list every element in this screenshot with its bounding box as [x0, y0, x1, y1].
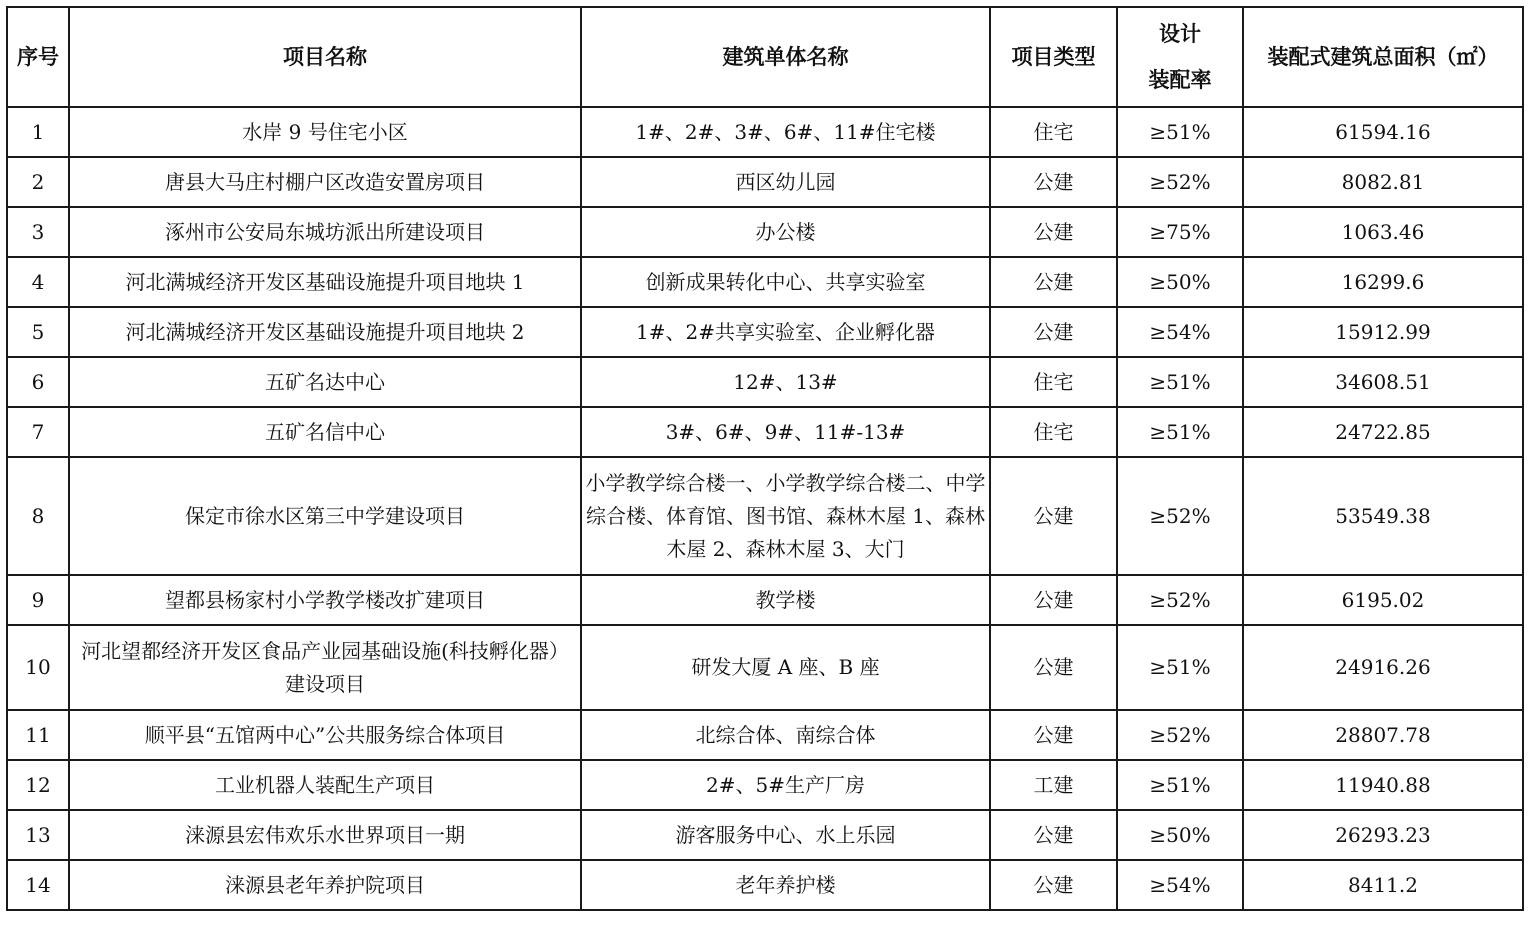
- cell-area: 6195.02: [1243, 575, 1523, 625]
- cell-no: 10: [7, 625, 69, 710]
- cell-no: 12: [7, 760, 69, 810]
- cell-building: 老年养护楼: [581, 860, 990, 910]
- cell-name: 涞源县老年养护院项目: [69, 860, 581, 910]
- cell-type: 公建: [990, 157, 1117, 207]
- cell-type: 公建: [990, 575, 1117, 625]
- cell-name: 顺平县“五馆两中心”公共服务综合体项目: [69, 710, 581, 760]
- cell-building: 小学教学综合楼一、小学教学综合楼二、中学综合楼、体育馆、图书馆、森林木屋 1、森林木屋 2、森林木屋 3、大门: [581, 457, 990, 575]
- cell-name: 唐县大马庄村棚户区改造安置房项目: [69, 157, 581, 207]
- cell-no: 7: [7, 407, 69, 457]
- cell-name: 保定市徐水区第三中学建设项目: [69, 457, 581, 575]
- cell-area: 61594.16: [1243, 107, 1523, 157]
- cell-name: 河北满城经济开发区基础设施提升项目地块 2: [69, 307, 581, 357]
- cell-area: 8411.2: [1243, 860, 1523, 910]
- table-row: [7, 457, 1523, 575]
- table-row: [7, 407, 1523, 457]
- header-type: 项目类型: [990, 7, 1117, 107]
- cell-no: 11: [7, 710, 69, 760]
- cell-area: 24722.85: [1243, 407, 1523, 457]
- cell-rate: ≥52%: [1117, 457, 1243, 575]
- header-building: 建筑单体名称: [581, 7, 990, 107]
- cell-type: 公建: [990, 257, 1117, 307]
- cell-no: 9: [7, 575, 69, 625]
- cell-no: 2: [7, 157, 69, 207]
- cell-building: 办公楼: [581, 207, 990, 257]
- cell-building: 1#、2#、3#、6#、11#住宅楼: [581, 107, 990, 157]
- cell-rate: ≥75%: [1117, 207, 1243, 257]
- cell-rate: ≥51%: [1117, 357, 1243, 407]
- header-rate-line2: 装配率: [1148, 68, 1212, 92]
- cell-rate: ≥52%: [1117, 157, 1243, 207]
- header-rate: [1117, 7, 1243, 107]
- cell-area: 28807.78: [1243, 710, 1523, 760]
- cell-rate: ≥52%: [1117, 710, 1243, 760]
- cell-name: 水岸 9 号住宅小区: [69, 107, 581, 157]
- cell-rate: ≥54%: [1117, 307, 1243, 357]
- cell-type: 公建: [990, 457, 1117, 575]
- cell-name: 河北望都经济开发区食品产业园基础设施(科技孵化器）建设项目: [69, 625, 581, 710]
- cell-name: 五矿名达中心: [69, 357, 581, 407]
- cell-type: 公建: [990, 710, 1117, 760]
- cell-area: 26293.23: [1243, 810, 1523, 860]
- table-row: [7, 307, 1523, 357]
- table-row: [7, 157, 1523, 207]
- cell-type: 公建: [990, 625, 1117, 710]
- cell-rate: ≥52%: [1117, 575, 1243, 625]
- table-row: [7, 107, 1523, 157]
- cell-no: 4: [7, 257, 69, 307]
- cell-no: 13: [7, 810, 69, 860]
- cell-no: 6: [7, 357, 69, 407]
- cell-name: 涿州市公安局东城坊派出所建设项目: [69, 207, 581, 257]
- cell-building: 教学楼: [581, 575, 990, 625]
- table-row: [7, 760, 1523, 810]
- cell-no: 1: [7, 107, 69, 157]
- cell-type: 工建: [990, 760, 1117, 810]
- table-row: [7, 357, 1523, 407]
- table-row: [7, 257, 1523, 307]
- cell-area: 11940.88: [1243, 760, 1523, 810]
- header-area: 装配式建筑总面积（㎡）: [1243, 7, 1523, 107]
- cell-name: 望都县杨家村小学教学楼改扩建项目: [69, 575, 581, 625]
- cell-no: 5: [7, 307, 69, 357]
- cell-name: 工业机器人装配生产项目: [69, 760, 581, 810]
- cell-area: 16299.6: [1243, 257, 1523, 307]
- table-row: [7, 810, 1523, 860]
- cell-type: 公建: [990, 307, 1117, 357]
- cell-building: 北综合体、南综合体: [581, 710, 990, 760]
- cell-building: 游客服务中心、水上乐园: [581, 810, 990, 860]
- table-row: [7, 710, 1523, 760]
- cell-name: 涞源县宏伟欢乐水世界项目一期: [69, 810, 581, 860]
- table-body: [7, 107, 1523, 910]
- table-row: [7, 625, 1523, 710]
- header-rate-line1: 设计: [1159, 22, 1201, 46]
- cell-rate: ≥51%: [1117, 107, 1243, 157]
- cell-area: 1063.46: [1243, 207, 1523, 257]
- cell-rate: ≥51%: [1117, 407, 1243, 457]
- cell-rate: ≥54%: [1117, 860, 1243, 910]
- cell-area: 53549.38: [1243, 457, 1523, 575]
- cell-type: 住宅: [990, 407, 1117, 457]
- cell-building: 1#、2#共享实验室、企业孵化器: [581, 307, 990, 357]
- cell-no: 3: [7, 207, 69, 257]
- cell-rate: ≥50%: [1117, 810, 1243, 860]
- cell-building: 3#、6#、9#、11#-13#: [581, 407, 990, 457]
- cell-rate: ≥50%: [1117, 257, 1243, 307]
- table-row: [7, 207, 1523, 257]
- cell-area: 15912.99: [1243, 307, 1523, 357]
- cell-area: 8082.81: [1243, 157, 1523, 207]
- cell-name: 五矿名信中心: [69, 407, 581, 457]
- cell-name: 河北满城经济开发区基础设施提升项目地块 1: [69, 257, 581, 307]
- cell-type: 住宅: [990, 107, 1117, 157]
- cell-building: 创新成果转化中心、共享实验室: [581, 257, 990, 307]
- cell-type: 住宅: [990, 357, 1117, 407]
- table-header-row: [7, 7, 1523, 107]
- cell-area: 34608.51: [1243, 357, 1523, 407]
- cell-no: 8: [7, 457, 69, 575]
- cell-no: 14: [7, 860, 69, 910]
- cell-type: 公建: [990, 810, 1117, 860]
- cell-type: 公建: [990, 207, 1117, 257]
- cell-rate: ≥51%: [1117, 760, 1243, 810]
- table-row: [7, 575, 1523, 625]
- cell-building: 西区幼儿园: [581, 157, 990, 207]
- cell-building: 研发大厦 A 座、B 座: [581, 625, 990, 710]
- cell-type: 公建: [990, 860, 1117, 910]
- project-table: [6, 6, 1524, 911]
- header-name: 项目名称: [69, 7, 581, 107]
- header-no: 序号: [7, 7, 69, 107]
- cell-area: 24916.26: [1243, 625, 1523, 710]
- cell-rate: ≥51%: [1117, 625, 1243, 710]
- cell-building: 12#、13#: [581, 357, 990, 407]
- table-row: [7, 860, 1523, 910]
- cell-building: 2#、5#生产厂房: [581, 760, 990, 810]
